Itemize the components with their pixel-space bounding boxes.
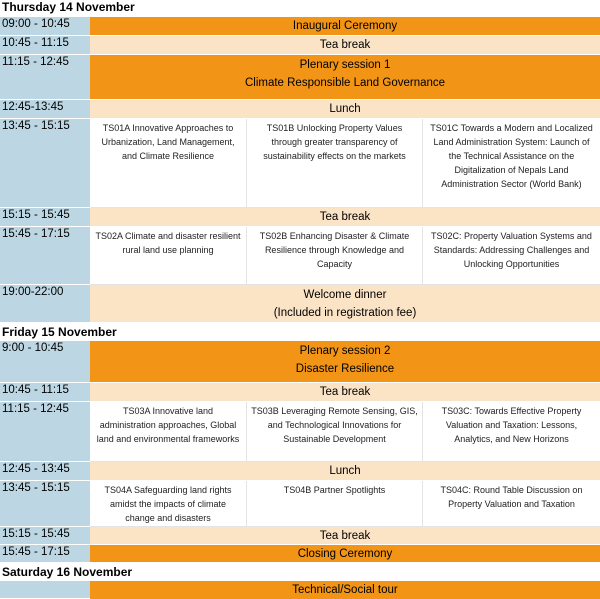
day-header-thursday: Thursday 14 November [0,0,600,17]
session-row [0,17,600,36]
plenary-cell: Plenary session 1 Climate Responsible Land Governance [90,55,600,100]
time-cell: 11:15 - 12:45 [0,55,90,100]
dinner-cell: Welcome dinner (Included in registration fee) [90,285,600,323]
track-session: TS01A Innovative Approaches to Urbanization, Land Management, and Climate Resilience [90,119,247,208]
break-row [0,208,600,227]
time-cell: 13:45 - 15:15 [0,481,90,527]
time-cell: 15:45 - 17:15 [0,227,90,285]
break-cell: Tea break [90,208,600,227]
break-cell: Tea break [90,383,600,402]
break-row [0,527,600,545]
time-cell: 10:45 - 11:15 [0,36,90,55]
session-cell: Closing Ceremony [90,545,600,563]
track-session: TS01B Unlocking Property Values through greater transparency of sustainability effects on the markets [247,119,423,208]
time-cell: 12:45-13:45 [0,100,90,119]
track-session: TS04B Partner Spotlights [247,481,423,527]
track-session: TS04A Safeguarding land rights amidst the impacts of climate change and disasters [90,481,247,527]
track-session: TS02C: Property Valuation Systems and Standards: Addressing Challenges and Unlocking Opportunities [423,227,600,285]
day-header-friday: Friday 15 November [0,323,600,341]
track-row [0,481,600,527]
time-cell: 12:45 - 13:45 [0,462,90,481]
plenary-row [0,341,600,383]
session-row [0,581,600,599]
break-row [0,100,600,119]
track-session: TS02A Climate and disaster resilient rural land use planning [90,227,247,285]
session-cell: Inaugural Ceremony [90,17,600,36]
track-row [0,402,600,462]
break-cell: Lunch [90,462,600,481]
track-session: TS03C: Towards Effective Property Valuation and Taxation: Lessons, Analytics, and New Horizons [423,402,600,462]
time-cell: 15:15 - 15:45 [0,527,90,545]
track-session: TS04C: Round Table Discussion on Property Valuation and Taxation [423,481,600,527]
dinner-row [0,285,600,323]
time-cell: 09:00 - 10:45 [0,17,90,36]
track-session: TS02B Enhancing Disaster & Climate Resilience through Knowledge and Capacity [247,227,423,285]
time-cell [0,581,90,599]
time-cell: 13:45 - 15:15 [0,119,90,208]
time-cell: 19:00-22:00 [0,285,90,323]
break-cell: Tea break [90,527,600,545]
time-cell: 10:45 - 11:15 [0,383,90,402]
time-cell: 15:15 - 15:45 [0,208,90,227]
day-header-saturday: Saturday 16 November [0,563,600,581]
time-cell: 15:45 - 17:15 [0,545,90,563]
plenary-row [0,55,600,100]
track-session: TS03B Leveraging Remote Sensing, GIS, and Technological Innovations for Sustainable Development [247,402,423,462]
break-row [0,383,600,402]
track-session: TS03A Innovative land administration approaches, Global land and environmental frameworks [90,402,247,462]
track-session: TS01C Towards a Modern and Localized Land Administration System: Launch of the Technical Assistance on the Digitalization of Nepals Land Administration Sector (World Bank) [423,119,600,208]
time-cell: 11:15 - 12:45 [0,402,90,462]
break-row [0,462,600,481]
session-row [0,545,600,563]
time-cell: 9:00 - 10:45 [0,341,90,383]
track-row [0,119,600,208]
break-cell: Tea break [90,36,600,55]
session-cell: Technical/Social tour [90,581,600,599]
break-row [0,36,600,55]
break-cell: Lunch [90,100,600,119]
track-row [0,227,600,285]
plenary-cell: Plenary session 2 Disaster Resilience [90,341,600,383]
